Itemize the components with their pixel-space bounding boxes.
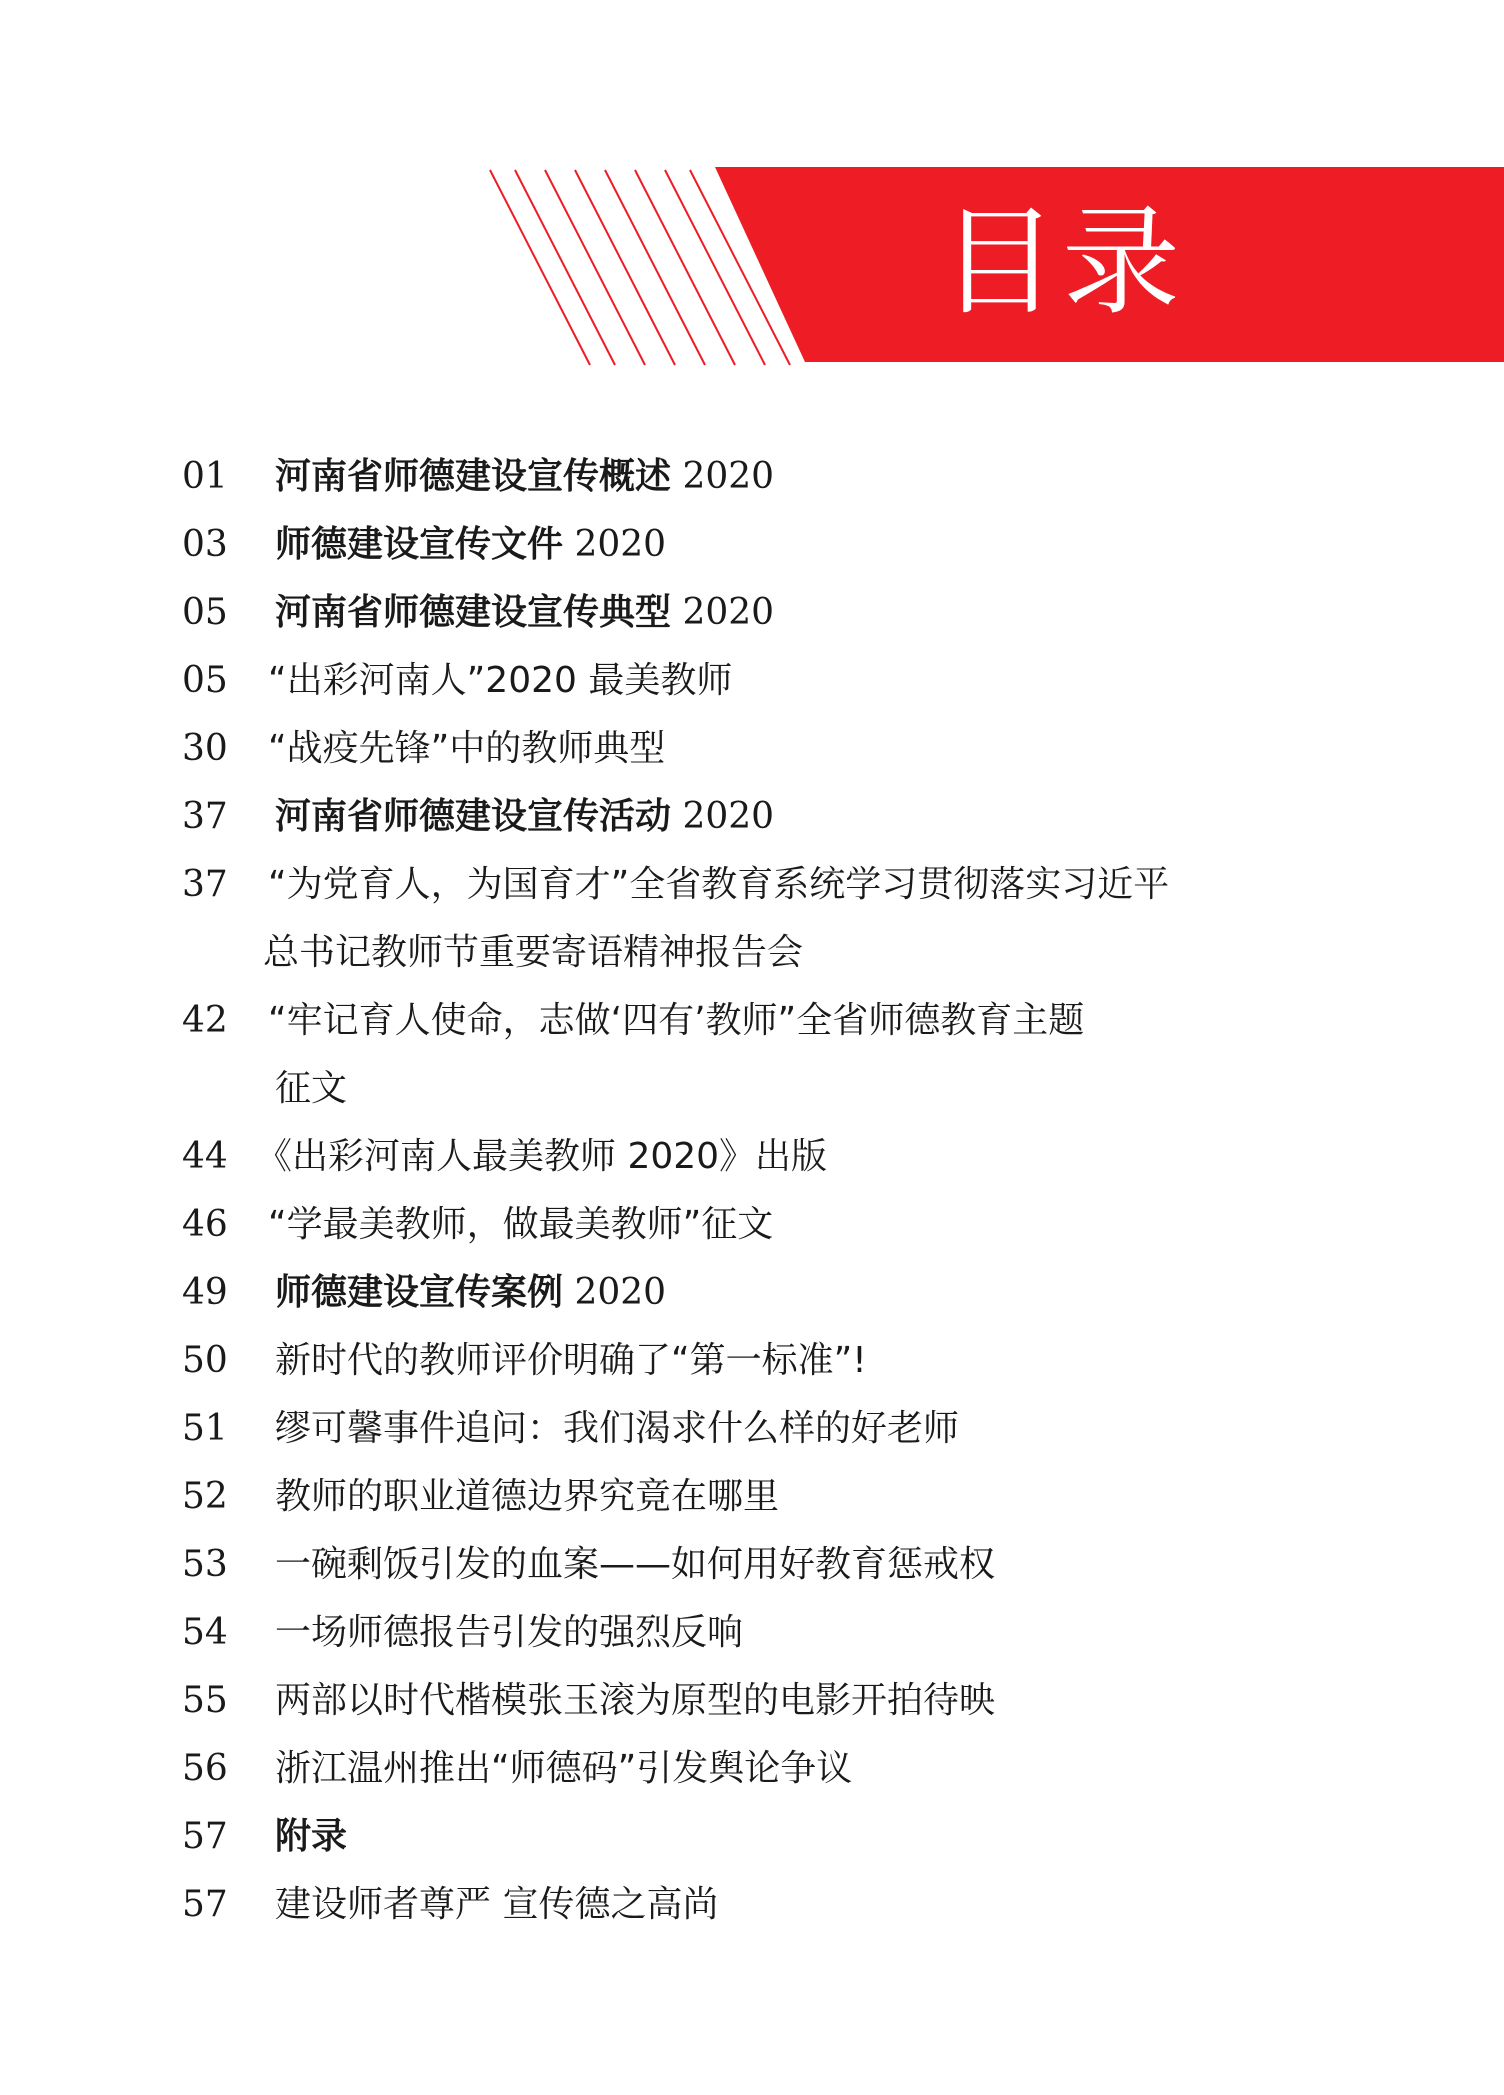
toc-title [268, 1191, 1268, 1259]
toc-title [275, 1599, 1275, 1667]
toc-page-number: 46 [182, 1204, 228, 1245]
toc-title-text: 建设师者尊严 宣传德之高尚 [275, 1884, 719, 1925]
toc-page-number: 37 [182, 796, 228, 837]
toc-entry[interactable] [0, 1735, 1504, 1803]
toc-title [275, 1667, 1275, 1735]
toc-title-text: 师德建设宣传文件 [275, 524, 564, 565]
toc-title-text: 河南省师德建设宣传典型 [275, 592, 672, 633]
toc-page-number: 57 [182, 1816, 228, 1857]
toc-title [268, 851, 1268, 919]
toc-page-number: 56 [182, 1748, 228, 1789]
toc-page-number: 57 [182, 1884, 228, 1925]
toc-entry[interactable] [0, 987, 1504, 1123]
toc-entry[interactable] [0, 1463, 1504, 1531]
toc-title-year: 2020 [671, 592, 775, 633]
toc-entry[interactable] [0, 1191, 1504, 1259]
toc-entry[interactable] [0, 1667, 1504, 1735]
toc-page-number: 55 [182, 1680, 228, 1721]
toc-title-text: 两部以时代楷模张玉滚为原型的电影开拍待映 [275, 1680, 996, 1721]
toc-page-number: 50 [182, 1340, 228, 1381]
toc-title-text: 《出彩河南人最美教师 2020》出版 [256, 1136, 828, 1177]
toc-title [256, 1123, 1256, 1191]
toc-title-text: “战疫先锋”中的教师典型 [268, 728, 666, 769]
toc-title [268, 715, 1268, 783]
toc-title-text: “学最美教师，做最美教师”征文 [268, 1204, 774, 1245]
toc-title [275, 579, 1275, 647]
toc-title-text: 浙江温州推出“师德码”引发舆论争议 [275, 1748, 853, 1789]
toc-page-number: 44 [182, 1136, 228, 1177]
toc-page-number: 05 [182, 592, 228, 633]
toc-title [275, 1735, 1275, 1803]
toc-page-number: 37 [182, 864, 228, 905]
toc-page-number: 01 [182, 456, 228, 497]
toc-entry[interactable] [0, 579, 1504, 647]
toc-entry[interactable] [0, 511, 1504, 579]
toc-title [275, 1327, 1275, 1395]
toc-page-number: 42 [182, 1000, 228, 1041]
toc-entry[interactable] [0, 647, 1504, 715]
toc-title-text: 教师的职业道德边界究竟在哪里 [275, 1476, 780, 1517]
toc-title [275, 1803, 1275, 1871]
toc-entry[interactable] [0, 715, 1504, 783]
toc-title-year: 2020 [671, 456, 775, 497]
toc-page-number: 52 [182, 1476, 228, 1517]
toc-entry[interactable] [0, 443, 1504, 511]
toc-entry[interactable] [0, 783, 1504, 851]
toc-entry[interactable] [0, 1531, 1504, 1599]
toc-title [268, 647, 1268, 715]
toc-title-text: 师德建设宣传案例 [275, 1272, 564, 1313]
toc-title [275, 1531, 1275, 1599]
toc-title-continuation: 征文 [275, 1068, 348, 1109]
toc-title [275, 511, 1275, 579]
toc-page-number: 05 [182, 660, 228, 701]
toc-title-text: 河南省师德建设宣传活动 [275, 796, 672, 837]
toc-title-text: “出彩河南人”2020 最美教师 [268, 660, 733, 701]
toc-title-text: “牢记育人使命，志做‘四有’教师”全省师德教育主题 [268, 1000, 1085, 1041]
toc-title-text: 河南省师德建设宣传概述 [275, 456, 672, 497]
toc-page-number: 51 [182, 1408, 228, 1449]
toc-entry[interactable] [0, 1871, 1504, 1939]
toc-title-year: 2020 [671, 796, 775, 837]
toc-title [275, 783, 1275, 851]
toc-title-text: 一碗剩饭引发的血案——如何用好教育惩戒权 [275, 1544, 996, 1585]
toc-entry[interactable] [0, 1259, 1504, 1327]
toc-page-number: 30 [182, 728, 228, 769]
toc-title-year: 2020 [563, 524, 667, 565]
toc-title-text: “为党育人，为国育才”全省教育系统学习贯彻落实习近平 [268, 864, 1170, 905]
toc-title [275, 1871, 1275, 1939]
toc-title [275, 1395, 1275, 1463]
toc-entry[interactable] [0, 1327, 1504, 1395]
toc-entry[interactable] [0, 851, 1504, 987]
toc-title [268, 987, 1268, 1055]
toc-title-year: 2020 [563, 1272, 667, 1313]
toc-title [275, 1463, 1275, 1531]
page-title: 目录 [940, 193, 1185, 331]
toc-entry[interactable] [0, 1803, 1504, 1871]
toc-title-text: 新时代的教师评价明确了“第一标准”! [275, 1340, 867, 1381]
toc-entry[interactable] [0, 1599, 1504, 1667]
toc-title [275, 1259, 1275, 1327]
toc-page-number: 54 [182, 1612, 228, 1653]
toc-title-text: 一场师德报告引发的强烈反响 [275, 1612, 744, 1653]
toc-title-continuation: 总书记教师节重要寄语精神报告会 [263, 932, 804, 973]
toc-title-text: 缪可馨事件追问：我们渴求什么样的好老师 [275, 1408, 960, 1449]
toc-title-text: 附录 [275, 1816, 348, 1857]
toc-page-number: 49 [182, 1272, 228, 1313]
toc-entry[interactable] [0, 1395, 1504, 1463]
toc-entry[interactable] [0, 1123, 1504, 1191]
toc-title [275, 443, 1275, 511]
toc-page-number: 53 [182, 1544, 228, 1585]
toc-page-number: 03 [182, 524, 228, 565]
